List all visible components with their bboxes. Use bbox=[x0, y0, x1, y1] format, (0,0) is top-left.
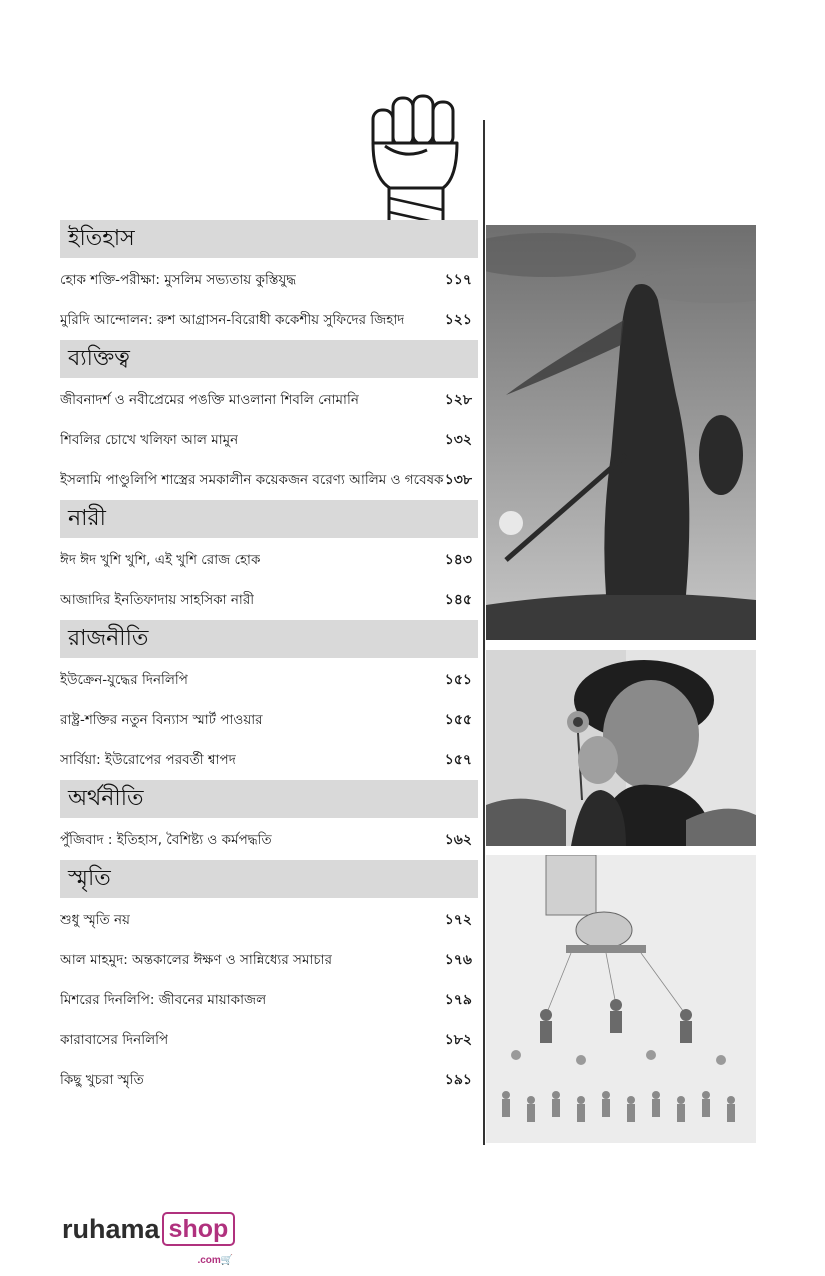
cart-icon: 🛒 bbox=[220, 1255, 234, 1266]
toc-entry-title: ইসলামি পাণ্ডুলিপি শাস্ত্রের সমকালীন কয়েকজন বরেণ্য আলিম ও গবেষক bbox=[60, 471, 444, 488]
toc-entry bbox=[60, 460, 478, 500]
column-divider bbox=[483, 120, 485, 1145]
toc-entry bbox=[60, 740, 478, 780]
toc-entry-page: ১৫৭ bbox=[444, 752, 472, 768]
warrior-silhouette-image bbox=[486, 225, 756, 640]
toc-entry-title: শুধু স্মৃতি নয় bbox=[60, 911, 131, 928]
toc-entry-title: পুঁজিবাদ : ইতিহাস, বৈশিষ্ট্য ও কর্মপদ্ধতি bbox=[60, 831, 272, 848]
toc-entry bbox=[60, 420, 478, 460]
toc-entry-page: ১২৮ bbox=[444, 392, 472, 408]
toc-entry-title: ইউক্রেন-যুদ্ধের দিনলিপি bbox=[60, 671, 188, 688]
toc-entry bbox=[60, 580, 478, 620]
toc-entry-page: ১৪৩ bbox=[444, 552, 472, 568]
toc-entry-title: মিশরের দিনলিপি: জীবনের মায়াকাজল bbox=[60, 991, 267, 1008]
puppet-master-image bbox=[486, 855, 756, 1143]
toc-entry-page: ১২১ bbox=[444, 312, 472, 328]
logo-brand-text: ruhama bbox=[62, 1214, 160, 1244]
toc-entry-page: ১৩২ bbox=[444, 432, 472, 448]
toc-entry-page: ১৫৫ bbox=[444, 712, 472, 728]
section-heading: রাজনীতি bbox=[60, 620, 478, 658]
toc-entry-title: কিছু খুচরা স্মৃতি bbox=[60, 1071, 144, 1088]
toc-entry bbox=[60, 1020, 478, 1060]
toc-entry bbox=[60, 260, 478, 300]
toc-entry-title: আজাদির ইনতিফাদায় সাহসিকা নারী bbox=[60, 591, 255, 608]
toc-entry bbox=[60, 900, 478, 940]
toc-entry-page: ১৭৯ bbox=[444, 992, 472, 1008]
toc-entry-title: সার্বিয়া: ইউরোপের পরবর্তী শ্বাপদ bbox=[60, 751, 236, 768]
toc-entry-page: ১৩৮ bbox=[444, 472, 472, 488]
toc-entry-page: ১৭২ bbox=[444, 912, 472, 928]
toc-entry bbox=[60, 540, 478, 580]
toc-entry-page: ১৯১ bbox=[444, 1072, 472, 1088]
toc-entry bbox=[60, 700, 478, 740]
toc-entry-page: ১৪৫ bbox=[444, 592, 472, 608]
toc-entry-title: হোক শক্তি-পরীক্ষা: মুসলিম সভ্যতায় কুস্তিযুদ্ধ bbox=[60, 271, 297, 288]
toc-entry-title: কারাবাসের দিনলিপি bbox=[60, 1031, 169, 1048]
section-heading: নারী bbox=[60, 500, 478, 538]
logo-shop-text: shop bbox=[168, 1215, 229, 1243]
toc-entry-title: জীবনাদর্শ ও নবীপ্রেমের পঙক্তি মাওলানা শিবলি নোমানি bbox=[60, 391, 359, 408]
toc-entry-page: ১৭৬ bbox=[444, 952, 472, 968]
section-heading: ব্যক্তিত্ব bbox=[60, 340, 478, 378]
logo-domain-text: .com🛒 bbox=[197, 1255, 234, 1266]
toc-entry bbox=[60, 980, 478, 1020]
toc-entry-page: ১৮২ bbox=[444, 1032, 472, 1048]
toc-entry-title: শিবলির চোখে খলিফা আল মামুন bbox=[60, 431, 239, 448]
toc-entry bbox=[60, 380, 478, 420]
toc-entry bbox=[60, 820, 478, 860]
section-heading: অর্থনীতি bbox=[60, 780, 478, 818]
ruhamashop-logo bbox=[62, 1212, 235, 1266]
toc-entry-page: ১৫১ bbox=[444, 672, 472, 688]
toc-entry-title: ঈদ ঈদ খুশি খুশি, এই খুশি রোজ হোক bbox=[60, 551, 261, 568]
toc-entry-title: রাষ্ট্র-শক্তির নতুন বিন্যাস স্মার্ট পাওয়ার bbox=[60, 711, 263, 728]
toc-entry-page: ১৬২ bbox=[444, 832, 472, 848]
toc-entry bbox=[60, 940, 478, 980]
toc-entry-title: মুরিদি আন্দোলন: রুশ আগ্রাসন-বিরোধী ককেশীয় সুফিদের জিহাদ bbox=[60, 311, 405, 328]
logo-shop-box bbox=[162, 1212, 236, 1266]
toc-entry bbox=[60, 660, 478, 700]
toc-entry-title: আল মাহমুদ: অন্তকালের ঈক্ষণ ও সান্নিধ্যের সমাচার bbox=[60, 951, 332, 968]
toc-entry bbox=[60, 300, 478, 340]
toc-entry bbox=[60, 1060, 478, 1100]
political-portrait-image bbox=[486, 650, 756, 846]
table-of-contents bbox=[60, 220, 478, 1100]
toc-entry-page: ১১৭ bbox=[444, 272, 472, 288]
section-heading: ইতিহাস bbox=[60, 220, 478, 258]
section-heading: স্মৃতি bbox=[60, 860, 478, 898]
